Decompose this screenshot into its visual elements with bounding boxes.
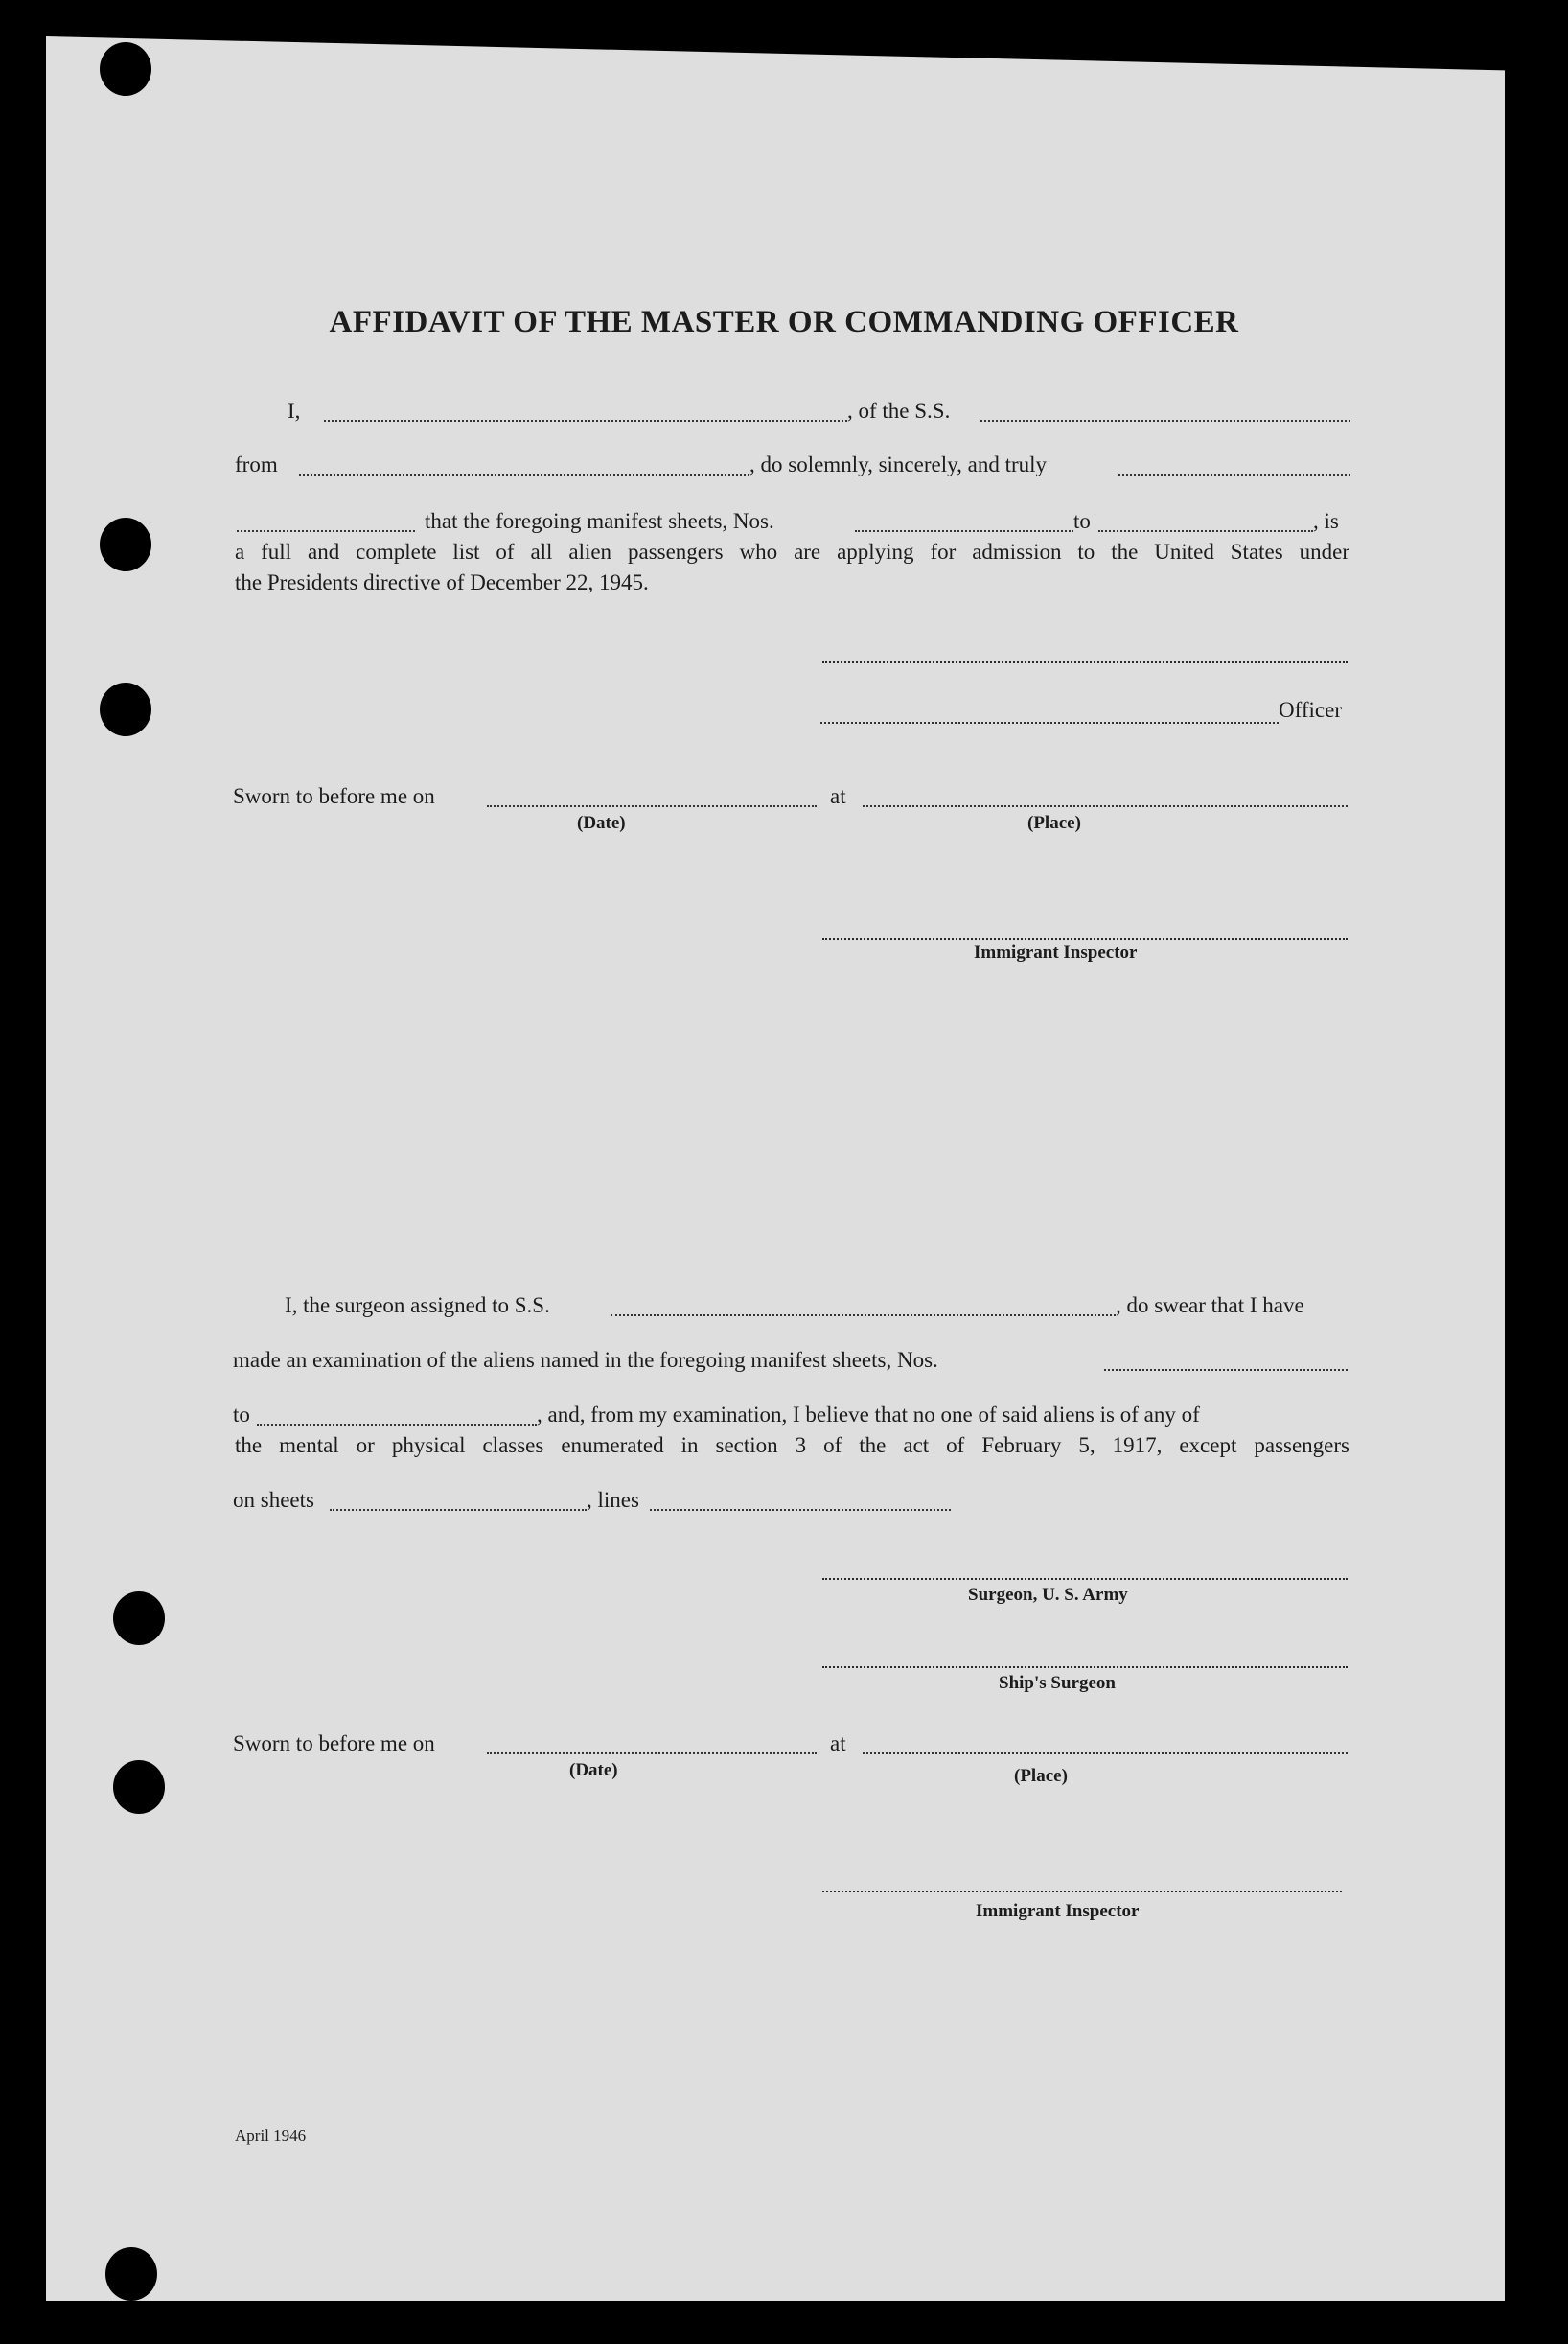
surgeon-sworn-label: Sworn to before me on (233, 1731, 435, 1755)
surgeon-at-label: at (830, 1731, 846, 1755)
surgeon-place-caption: (Place) (1014, 1766, 1068, 1786)
ship-surgeon-signature-field[interactable] (822, 1666, 1348, 1668)
surgeon-date-caption: (Date) (569, 1760, 618, 1780)
officer-title-field[interactable] (820, 722, 1279, 724)
form-page (46, 36, 1505, 2301)
officer-label: Officer (1279, 698, 1342, 722)
surgeon-swear-label: , do swear that I have (1116, 1293, 1304, 1317)
master-ofss-label: , of the S.S. (847, 399, 951, 423)
master-statement-line: a full and complete list of all alien passengers who are applying for admission to the United States under (235, 540, 1349, 564)
surgeon-nos-to-field[interactable] (257, 1424, 537, 1426)
surgeon-to-label: to (233, 1403, 250, 1427)
master-sworn-label: Sworn to before me on (233, 784, 435, 808)
master-sworn-place-field[interactable] (863, 805, 1348, 807)
surgeon-sworn-date-field[interactable] (487, 1752, 817, 1754)
master-solemn-label: , do solemnly, sincerely, and truly (749, 453, 1048, 476)
army-surgeon-signature-field[interactable] (822, 1578, 1348, 1580)
master-name-field[interactable] (324, 420, 847, 422)
master-date-caption: (Date) (577, 813, 626, 833)
ship-surgeon-caption: Ship's Surgeon (999, 1673, 1116, 1693)
surgeon-finding-label: , and, from my examination, I believe that no one of said aliens is of any of (537, 1403, 1200, 1427)
master-from-field[interactable] (299, 474, 749, 476)
master-sworn-date-field[interactable] (487, 805, 817, 807)
surgeon-ship-field[interactable] (611, 1314, 1116, 1316)
punch-hole (113, 1591, 165, 1645)
master-to-label: to (1073, 509, 1091, 533)
punch-hole (100, 683, 151, 736)
surgeon-sworn-place-field[interactable] (863, 1752, 1348, 1754)
surgeon-lines-field[interactable] (650, 1509, 951, 1511)
master-i-label: I, (288, 399, 301, 423)
master-signature-field[interactable] (822, 661, 1348, 663)
punch-hole (100, 42, 151, 96)
master-place-caption: (Place) (1027, 813, 1081, 833)
master-inspector-signature-field[interactable] (822, 938, 1348, 940)
punch-hole (100, 518, 151, 571)
page-title: AFFIDAVIT OF THE MASTER OR COMMANDING OFFICER (329, 305, 1239, 339)
master-ship-field[interactable] (980, 420, 1350, 422)
master-swear-field-cont[interactable] (237, 530, 415, 532)
army-surgeon-caption: Surgeon, U. S. Army (968, 1585, 1128, 1605)
master-nos-to-field[interactable] (1098, 530, 1313, 532)
master-from-label: from (235, 453, 278, 476)
surgeon-inspector-caption: Immigrant Inspector (976, 1901, 1140, 1921)
master-swear-field[interactable] (1118, 474, 1350, 476)
surgeon-intro-label: I, the surgeon assigned to S.S. (285, 1293, 550, 1317)
master-is-label: , is (1313, 509, 1339, 533)
master-inspector-caption: Immigrant Inspector (974, 942, 1138, 963)
master-manifest-label: that the foregoing manifest sheets, Nos. (425, 509, 774, 533)
form-revision-date: April 1946 (235, 2126, 307, 2145)
surgeon-exam-label: made an examination of the aliens named in the foregoing manifest sheets, Nos. (233, 1348, 938, 1372)
surgeon-sheets-field[interactable] (330, 1509, 587, 1511)
surgeon-statement-line: the mental or physical classes enumerated in section 3 of the act of February 5, 1917, except passengers (235, 1433, 1349, 1457)
surgeon-lines-label: , lines (587, 1488, 639, 1512)
punch-hole (105, 2247, 157, 2301)
master-at-label: at (830, 784, 846, 808)
master-statement-line: the Presidents directive of December 22, 1945. (235, 570, 649, 594)
surgeon-sheets-label: on sheets (233, 1488, 314, 1512)
surgeon-inspector-signature-field[interactable] (822, 1891, 1342, 1892)
master-nos-from-field[interactable] (855, 530, 1073, 532)
surgeon-nos-from-field[interactable] (1104, 1369, 1348, 1371)
punch-hole (113, 1760, 165, 1814)
